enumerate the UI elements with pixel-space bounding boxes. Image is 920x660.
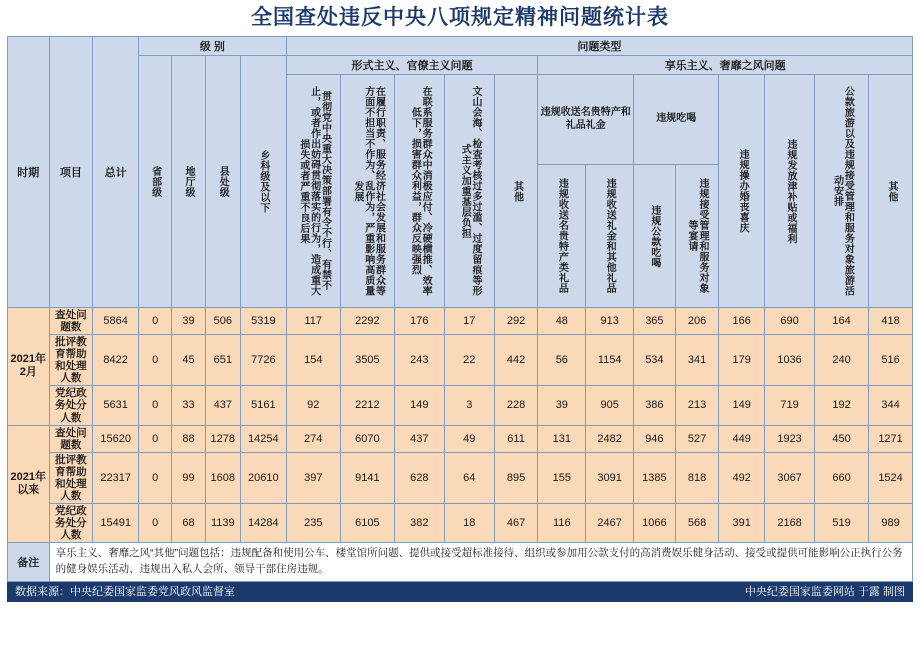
cell-value: 14254: [240, 425, 286, 452]
cell-value: 6070: [340, 425, 394, 452]
cell-value: 68: [172, 503, 205, 542]
cell-value: 243: [394, 335, 444, 386]
cell-value: 45: [172, 335, 205, 386]
cell-value: 179: [719, 335, 765, 386]
col-gift-money: 违规收送礼金和其他礼品: [586, 165, 634, 308]
col-level-prefecture: 地厅级: [172, 56, 205, 308]
cell-value: 651: [205, 335, 240, 386]
cell-value: 92: [286, 386, 340, 425]
col-formalism-2: 在履行职责、服务经济社会发展和服务群众等方面不担当不作为、乱作为，严重影响高质量发展: [340, 75, 394, 308]
cell-value: 64: [444, 452, 494, 503]
group-problem-type-header: 问题类型: [286, 37, 912, 56]
cell-value: 14284: [240, 503, 286, 542]
row-label: 批评教育帮助和处理人数: [49, 452, 93, 503]
cell-total: 5864: [93, 308, 139, 335]
col-hedonism-drinking: 违规吃喝: [634, 75, 719, 165]
cell-value: 149: [719, 386, 765, 425]
cell-value: 213: [675, 386, 719, 425]
cell-value: 48: [538, 308, 586, 335]
cell-total: 5631: [93, 386, 139, 425]
table-row: [8, 386, 913, 425]
header-row-2: [8, 56, 913, 75]
col-hedonism-weddings: 违规操办婚丧喜庆: [719, 75, 765, 308]
credit: 中央纪委国家监委网站 于露 制图: [744, 585, 905, 598]
header-row-1: [8, 37, 913, 56]
col-formalism-other: 其他: [494, 75, 538, 308]
cell-value: 397: [286, 452, 340, 503]
cell-value: 39: [538, 386, 586, 425]
cell-value: 467: [494, 503, 538, 542]
col-level-provincial: 省部级: [139, 56, 172, 308]
cell-value: 0: [139, 386, 172, 425]
cell-value: 33: [172, 386, 205, 425]
group-hedonism-header: 享乐主义、奢靡之风问题: [538, 56, 913, 75]
row-label: 党纪政务处分人数: [49, 386, 93, 425]
cell-value: 3091: [586, 452, 634, 503]
col-period-header: 时期: [8, 37, 50, 308]
cell-value: 1608: [205, 452, 240, 503]
cell-value: 905: [586, 386, 634, 425]
cell-value: 660: [815, 452, 869, 503]
statistics-table: [7, 36, 913, 582]
cell-total: 15620: [93, 425, 139, 452]
cell-value: 18: [444, 503, 494, 542]
group-level-header: 级 别: [139, 37, 287, 56]
cell-value: 442: [494, 335, 538, 386]
col-item-header: 项目: [49, 37, 93, 308]
cell-value: 2292: [340, 308, 394, 335]
footer-bar: [7, 582, 913, 602]
cell-value: 450: [815, 425, 869, 452]
col-hedonism-other: 其他: [869, 75, 913, 308]
cell-value: 3067: [765, 452, 815, 503]
cell-value: 88: [172, 425, 205, 452]
cell-value: 386: [634, 386, 676, 425]
cell-value: 437: [205, 386, 240, 425]
cell-value: 382: [394, 503, 444, 542]
cell-value: 0: [139, 308, 172, 335]
cell-value: 7726: [240, 335, 286, 386]
row-label: 查处问题数: [49, 308, 93, 335]
table-row: [8, 425, 913, 452]
cell-value: 1923: [765, 425, 815, 452]
cell-value: 116: [538, 503, 586, 542]
cell-value: 176: [394, 308, 444, 335]
cell-value: 49: [444, 425, 494, 452]
cell-value: 365: [634, 308, 676, 335]
cell-value: 2482: [586, 425, 634, 452]
col-hedonism-allowances: 违规发放津补贴或福利: [765, 75, 815, 308]
cell-value: 131: [538, 425, 586, 452]
cell-value: 149: [394, 386, 444, 425]
cell-value: 3: [444, 386, 494, 425]
row-label: 查处问题数: [49, 425, 93, 452]
cell-value: 628: [394, 452, 444, 503]
cell-value: 117: [286, 308, 340, 335]
cell-value: 2168: [765, 503, 815, 542]
cell-value: 527: [675, 425, 719, 452]
cell-value: 719: [765, 386, 815, 425]
cell-value: 341: [675, 335, 719, 386]
period-cell: 2021年2月: [8, 308, 50, 426]
cell-value: 989: [869, 503, 913, 542]
col-drink-banquet: 违规接受管理和服务对象等宴请: [675, 165, 719, 308]
cell-value: 17: [444, 308, 494, 335]
data-source: 数据来源：中央纪委国家监委党风政风监督室: [15, 585, 235, 598]
col-formalism-1: 贯彻党中央重大决策部署有令不行、有禁不止，或者作出妨碍贯彻落实的行为，造成重大损失或者严重不良后果: [286, 75, 340, 308]
note-row: [8, 543, 913, 582]
col-formalism-4: 文山会海、检查考核过多过滥、过度留痕等形式主义加重基层负担: [444, 75, 494, 308]
cell-value: 1271: [869, 425, 913, 452]
cell-value: 391: [719, 503, 765, 542]
cell-total: 22317: [93, 452, 139, 503]
cell-value: 690: [765, 308, 815, 335]
note-label: 备注: [8, 543, 50, 582]
cell-value: 235: [286, 503, 340, 542]
cell-value: 818: [675, 452, 719, 503]
cell-value: 418: [869, 308, 913, 335]
cell-value: 3505: [340, 335, 394, 386]
cell-value: 99: [172, 452, 205, 503]
page-title: 全国查处违反中央八项规定精神问题统计表: [251, 6, 669, 29]
cell-value: 1036: [765, 335, 815, 386]
cell-value: 206: [675, 308, 719, 335]
cell-total: 8422: [93, 335, 139, 386]
cell-value: 437: [394, 425, 444, 452]
cell-value: 0: [139, 503, 172, 542]
table-row: [8, 308, 913, 335]
cell-value: 20610: [240, 452, 286, 503]
cell-value: 154: [286, 335, 340, 386]
col-hedonism-gifts: 违规收送名贵特产和礼品礼金: [538, 75, 634, 165]
note-text: 享乐主义、奢靡之风“其他”问题包括：违规配备和使用公车、楼堂馆所问题、提供或接受超标准接待、组织或参加用公款支付的高消费娱乐健身活动、接受或提供可能影响公正执行公务的健身娱乐活动、违规出入私人会所、领导干部住房违规。: [49, 543, 912, 582]
cell-value: 1154: [586, 335, 634, 386]
cell-value: 1278: [205, 425, 240, 452]
row-label: 批评教育帮助和处理人数: [49, 335, 93, 386]
cell-value: 568: [675, 503, 719, 542]
cell-value: 946: [634, 425, 676, 452]
cell-total: 15491: [93, 503, 139, 542]
cell-value: 0: [139, 452, 172, 503]
col-hedonism-travel: 公款旅游以及违规接受管理和服务对象旅游活动安排: [815, 75, 869, 308]
cell-value: 449: [719, 425, 765, 452]
cell-value: 895: [494, 452, 538, 503]
cell-value: 1385: [634, 452, 676, 503]
col-gift-specialty: 违规收送名贵特产类礼品: [538, 165, 586, 308]
table-row: [8, 503, 913, 542]
cell-value: 1524: [869, 452, 913, 503]
cell-value: 228: [494, 386, 538, 425]
cell-value: 344: [869, 386, 913, 425]
col-formalism-3: 在联系服务群众中消极应付、冷硬横推、效率低下，损害群众利益，群众反映强烈: [394, 75, 444, 308]
col-level-county: 县处级: [205, 56, 240, 308]
col-total-header: 总计: [93, 37, 139, 308]
cell-value: 155: [538, 452, 586, 503]
cell-value: 5319: [240, 308, 286, 335]
cell-value: 22: [444, 335, 494, 386]
cell-value: 5161: [240, 386, 286, 425]
period-cell: 2021年以来: [8, 425, 50, 543]
cell-value: 516: [869, 335, 913, 386]
table-row: [8, 452, 913, 503]
cell-value: 292: [494, 308, 538, 335]
group-formalism-header: 形式主义、官僚主义问题: [286, 56, 538, 75]
cell-value: 240: [815, 335, 869, 386]
col-level-township: 乡科级及以下: [240, 56, 286, 308]
cell-value: 519: [815, 503, 869, 542]
col-drink-public-funds: 违规公款吃喝: [634, 165, 676, 308]
cell-value: 2467: [586, 503, 634, 542]
cell-value: 2212: [340, 386, 394, 425]
cell-value: 492: [719, 452, 765, 503]
cell-value: 192: [815, 386, 869, 425]
cell-value: 1139: [205, 503, 240, 542]
cell-value: 39: [172, 308, 205, 335]
cell-value: 0: [139, 335, 172, 386]
cell-value: 913: [586, 308, 634, 335]
cell-value: 6105: [340, 503, 394, 542]
cell-value: 1066: [634, 503, 676, 542]
cell-value: 166: [719, 308, 765, 335]
cell-value: 9141: [340, 452, 394, 503]
cell-value: 274: [286, 425, 340, 452]
table-row: [8, 335, 913, 386]
cell-value: 534: [634, 335, 676, 386]
cell-value: 164: [815, 308, 869, 335]
cell-value: 0: [139, 425, 172, 452]
row-label: 党纪政务处分人数: [49, 503, 93, 542]
cell-value: 56: [538, 335, 586, 386]
cell-value: 611: [494, 425, 538, 452]
cell-value: 506: [205, 308, 240, 335]
